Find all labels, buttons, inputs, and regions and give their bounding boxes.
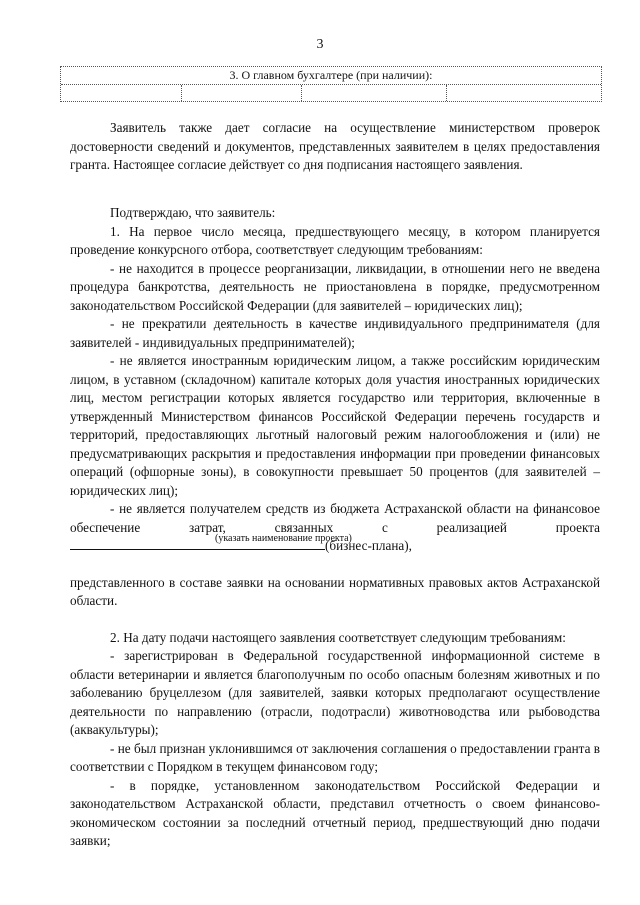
item-2: 2. На дату подачи настоящего заявления соответствует следующим требованиям: (110, 629, 566, 645)
item-1-c: - не является иностранным юридическим лицом, а также российским юридическим лицом, в уставном (складочном) капитале которых доля участия иностранных юридических лиц, местом регистрации которых является государство или территория, включенные в утвержденный Министерством финансов Российской Федерации перечень государств и территорий, предоставляющих льготный налоговый режим налогообложения и (или) не предусматривающих раскрытия и предоставления информации при проведении финансовых операций (офшорные зоны), в совокупности превышает 50 процентов (для заявителей – юридических лиц); (70, 353, 600, 498)
page-number: 3 (316, 37, 324, 52)
table-header: 3. О главном бухгалтере (при наличии): (61, 67, 601, 85)
table-cell-divider (446, 85, 447, 101)
table-cell-divider (181, 85, 182, 101)
table-row (61, 85, 601, 101)
item-1-d-end: (бизнес-плана), (325, 538, 412, 553)
consent-paragraph: Заявитель также дает согласие на осуществление министерством проверок достоверности сведений и документов, представленных заявителем в целях предоставления гранта. Настоящее согласие действует со дня подписания настоящего заявления. (70, 120, 600, 172)
item-1: 1. На первое число месяца, предшествующего месяцу, в котором планируется проведение конкурсного отбора, соответствует следующим требованиям: (70, 223, 600, 257)
item-1-b: - не прекратили деятельность в качестве индивидуального предпринимателя (для заявителей - индивидуальных предпринимателей); (70, 316, 600, 350)
project-name-caption: (указать наименование проекта) (215, 533, 352, 544)
confirmation-block (70, 204, 600, 851)
item-1-a: - не находится в процессе реорганизации, ликвидации, в отношении него не введена процедура банкротства, деятельность не приостановлена в порядке, предусмотренном законодательством Российской Федерации (для заявителей – юридических лиц); (70, 260, 600, 313)
item-1-d (70, 500, 600, 556)
section-gap (70, 611, 600, 629)
item-2-a: - зарегистрирован в Федеральной государственной информационной системе в области ветеринарии и является благополучным по особо опасным болезням животных и по заболеванию бруцеллезом (для заявителей, заявки которых предполагают осуществление деятельности по направлению (отрасли, подотрасли) животноводства или рыбоводства (аквакультуры); (70, 648, 600, 737)
item-2-b: - не был признан уклонившимся от заключения соглашения о предоставлении гранта в соответствии с Порядком в текущем финансовом году; (70, 740, 600, 774)
item-1-d-continuation: представленного в составе заявки на основании нормативных правовых актов Астраханской области. (70, 574, 600, 608)
confirm-intro: Подтверждаю, что заявитель: (110, 205, 276, 220)
table-cell-divider (301, 85, 302, 101)
item-1-d-start: - не является получателем средств из бюджета Астраханской области на финансовое обеспечение затрат, связанных с реализацией проекта (70, 501, 600, 535)
item-2-c: - в порядке, установленном законодательством Российской Федерации и законодательством Астраханской области, представил отчетность о своем финансово-экономическом состоянии за последний отчетный период, предшествующий дню подачи заявки; (70, 777, 600, 848)
caption-gap (70, 556, 600, 574)
chief-accountant-table (60, 66, 602, 102)
consent-block (70, 119, 600, 175)
